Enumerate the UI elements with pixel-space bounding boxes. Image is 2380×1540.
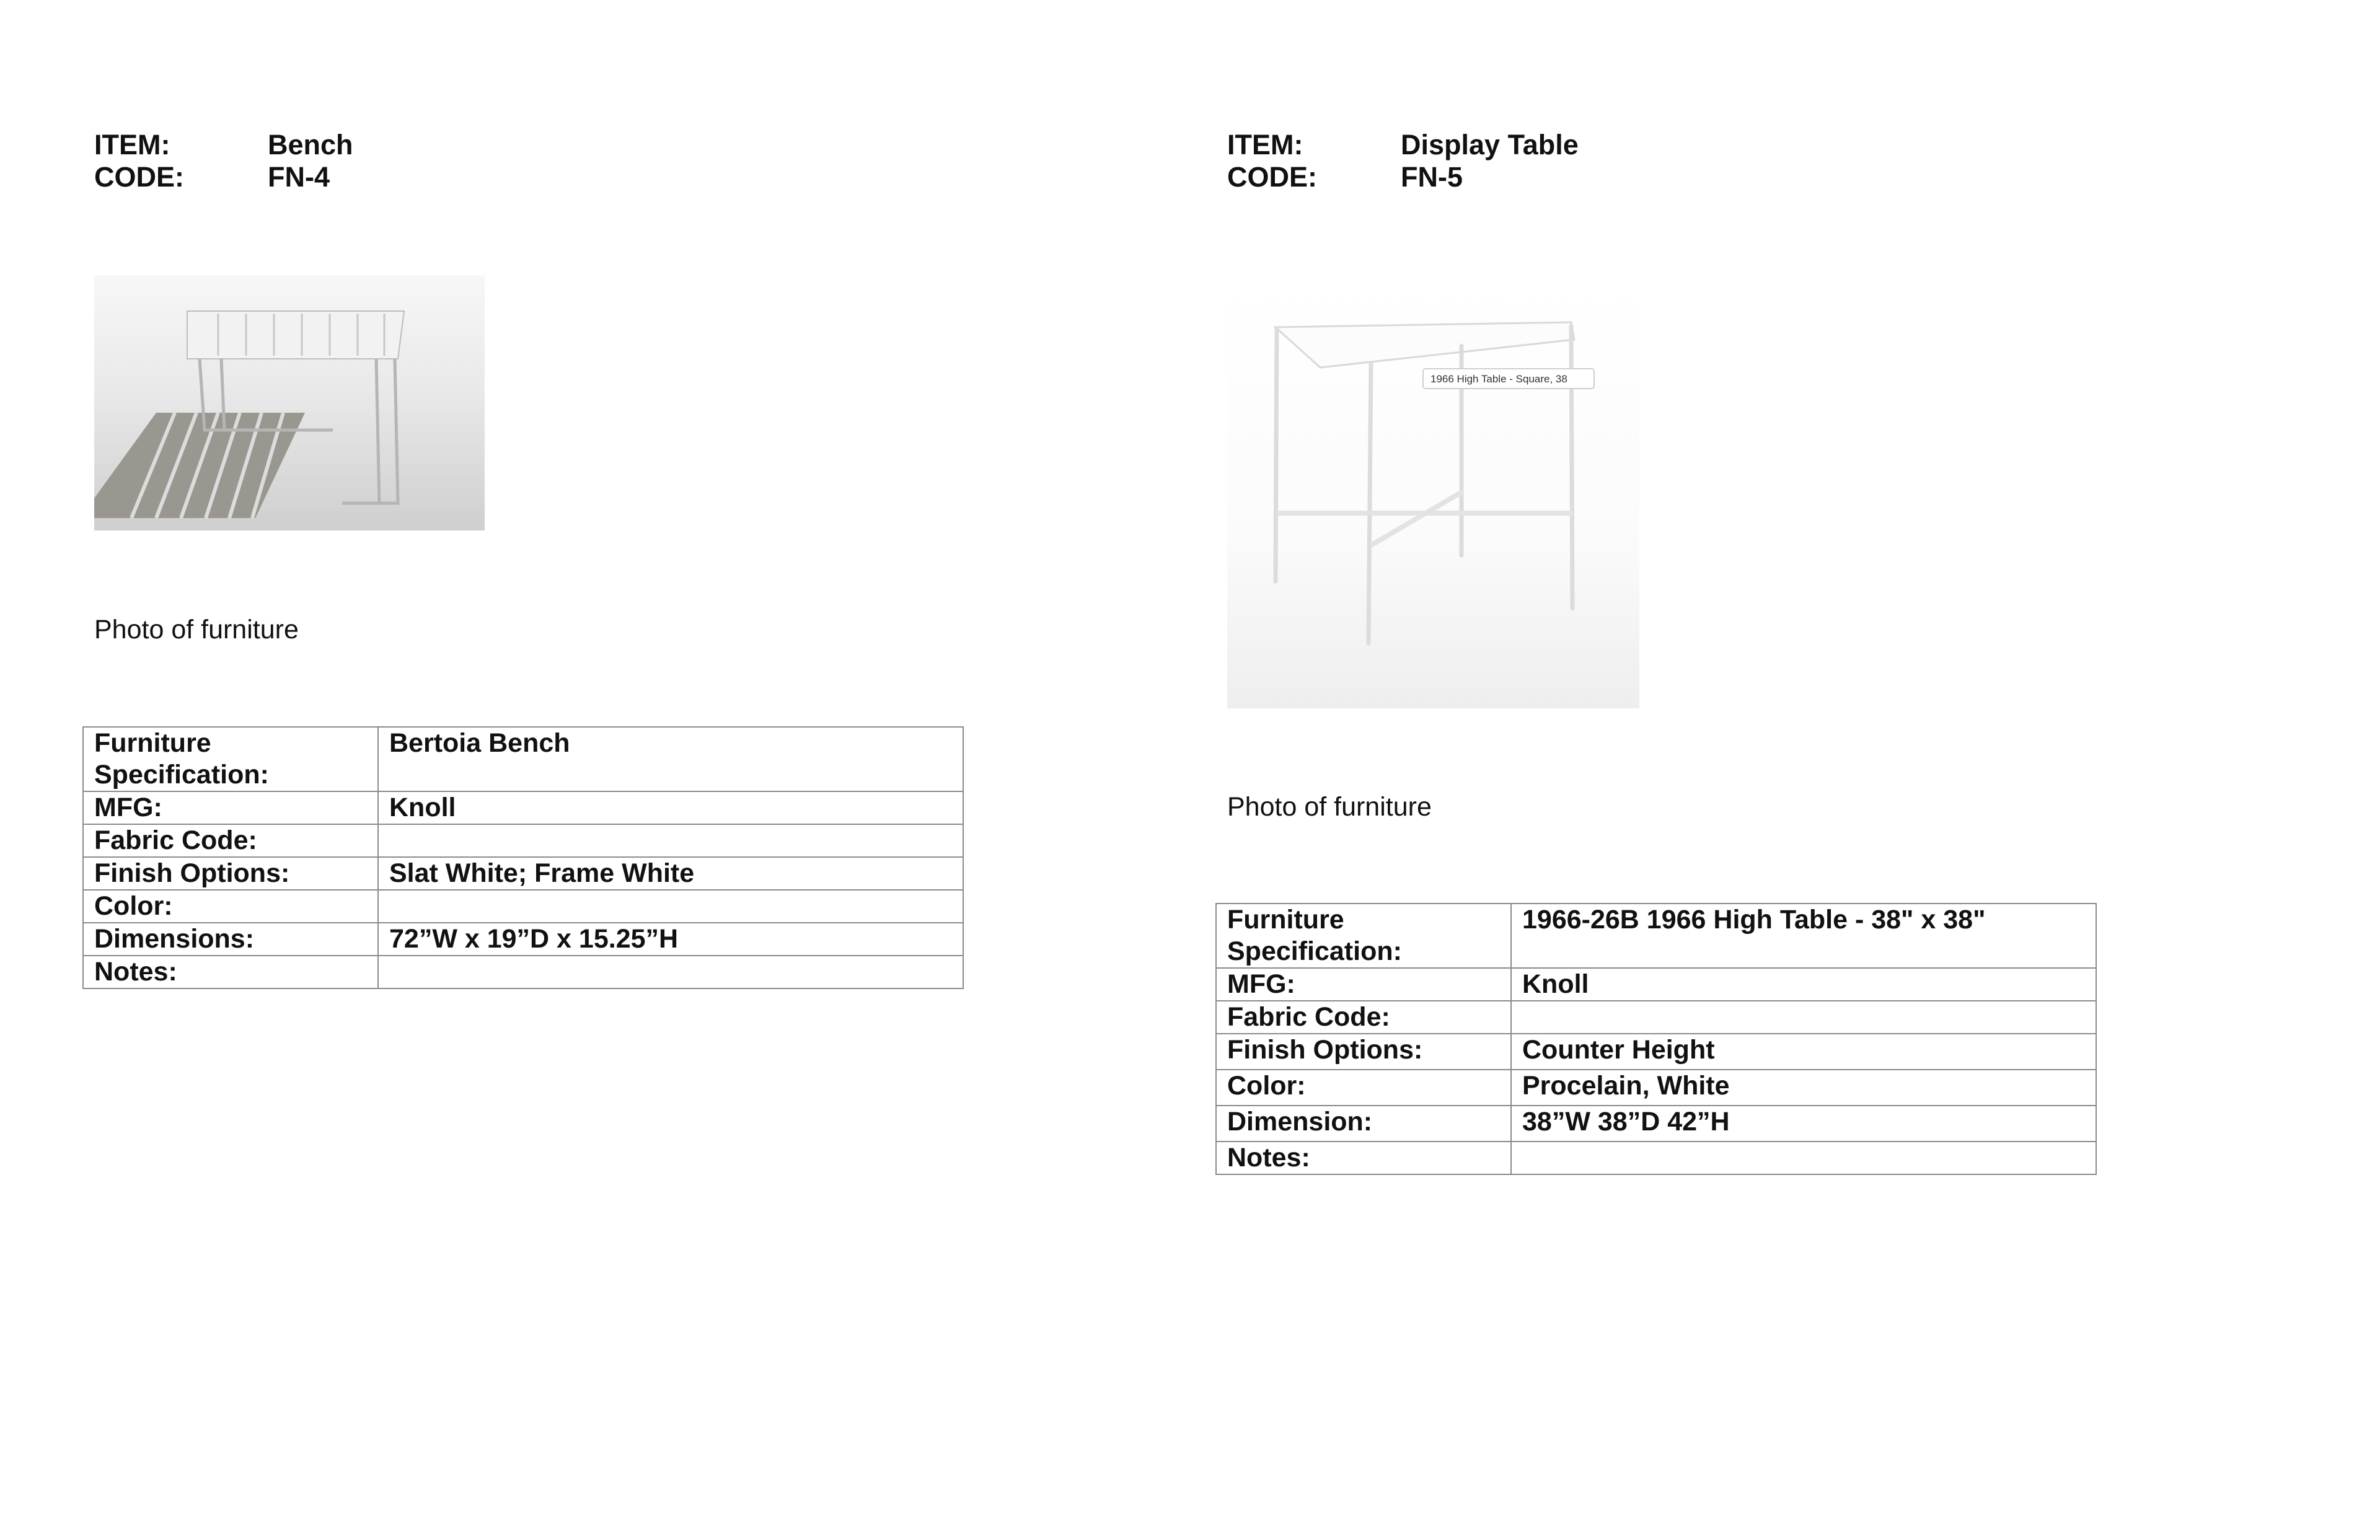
color-label: Color: xyxy=(1216,1070,1511,1106)
furniture-specification-value: Bertoia Bench xyxy=(378,727,963,791)
table-row xyxy=(1216,1001,2096,1034)
item-label: ITEM: xyxy=(1227,129,1303,161)
code-label: CODE: xyxy=(1227,161,1317,193)
color-value xyxy=(378,890,963,923)
dimensions-label: Dimension: xyxy=(1216,1106,1511,1142)
notes-label: Notes: xyxy=(1216,1142,1511,1174)
furniture-sheet-display-table xyxy=(1133,0,2187,1540)
mfg-value: Knoll xyxy=(1511,968,2096,1001)
color-label: Color: xyxy=(83,890,378,923)
table-row xyxy=(83,890,963,923)
furniture-sheet-bench xyxy=(0,0,1054,1540)
table-row xyxy=(83,857,963,890)
spec-table xyxy=(1215,903,2097,1175)
fabric-code-value xyxy=(1511,1001,2096,1034)
code-value: FN-4 xyxy=(268,161,330,193)
furniture-specification-label: Furniture Specification: xyxy=(1216,904,1511,968)
finish-options-value: Slat White; Frame White xyxy=(378,857,963,890)
dimensions-value: 38”W 38”D 42”H xyxy=(1511,1106,2096,1142)
bench-photo-illustration xyxy=(94,275,485,530)
finish-options-value: Counter Height xyxy=(1511,1034,2096,1070)
table-row xyxy=(83,956,963,988)
mfg-label: MFG: xyxy=(83,791,378,824)
code-label: CODE: xyxy=(94,161,184,193)
photo-caption: Photo of furniture xyxy=(94,615,299,645)
table-photo-illustration xyxy=(1227,278,1639,708)
fabric-code-label: Fabric Code: xyxy=(83,824,378,857)
mfg-value: Knoll xyxy=(378,791,963,824)
item-value: Bench xyxy=(268,129,353,161)
color-value: Procelain, White xyxy=(1511,1070,2096,1106)
item-value: Display Table xyxy=(1401,129,1579,161)
spec-table xyxy=(82,726,964,989)
fabric-code-value xyxy=(378,824,963,857)
notes-value xyxy=(1511,1142,2096,1174)
mfg-label: MFG: xyxy=(1216,968,1511,1001)
fabric-code-label: Fabric Code: xyxy=(1216,1001,1511,1034)
table-row xyxy=(1216,1070,2096,1106)
item-header xyxy=(1227,129,1579,193)
table-row xyxy=(83,791,963,824)
furniture-specification-value: 1966-26B 1966 High Table - 38" x 38" xyxy=(1511,904,2096,968)
furniture-photo xyxy=(94,275,485,530)
table-row xyxy=(1216,1034,2096,1070)
table-row xyxy=(83,824,963,857)
finish-options-label: Finish Options: xyxy=(83,857,378,890)
notes-value xyxy=(378,956,963,988)
photo-caption: Photo of furniture xyxy=(1227,792,1432,822)
dimensions-value: 72”W x 19”D x 15.25”H xyxy=(378,923,963,956)
item-header xyxy=(94,129,353,193)
code-value: FN-5 xyxy=(1401,161,1463,193)
table-row xyxy=(1216,1142,2096,1174)
table-row xyxy=(83,727,963,791)
notes-label: Notes: xyxy=(83,956,378,988)
dimensions-label: Dimensions: xyxy=(83,923,378,956)
table-row xyxy=(1216,1106,2096,1142)
table-row xyxy=(1216,904,2096,968)
table-row xyxy=(83,923,963,956)
item-label: ITEM: xyxy=(94,129,170,161)
furniture-photo xyxy=(1227,278,1639,708)
table-row xyxy=(1216,968,2096,1001)
photo-tooltip: 1966 High Table - Square, 38 xyxy=(1430,373,1567,385)
furniture-specification-label: Furniture Specification: xyxy=(83,727,378,791)
finish-options-label: Finish Options: xyxy=(1216,1034,1511,1070)
